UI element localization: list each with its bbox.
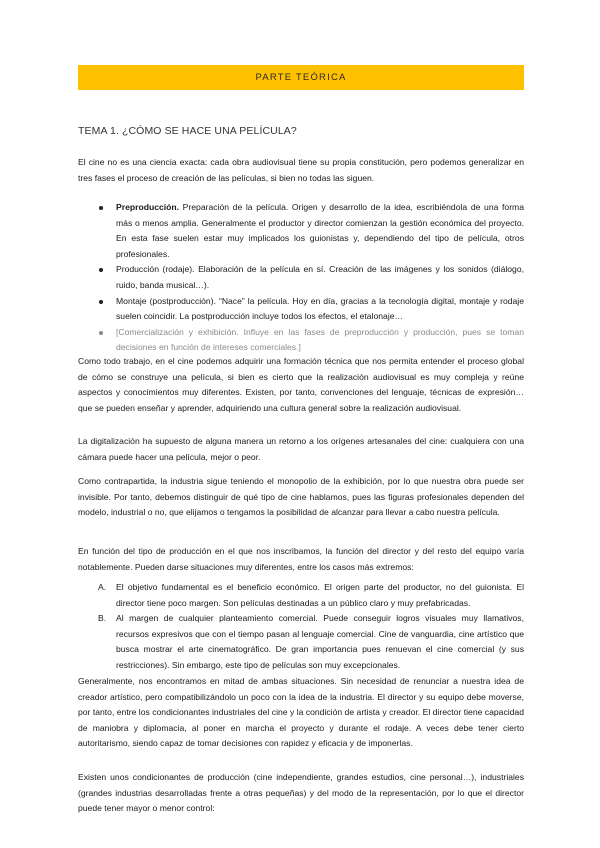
phase-text: Producción (rodaje). Elaboración de la película en sí. Creación de las imágenes y los sonidos (diálogo, ruido, banda musical…). [116, 264, 524, 290]
paragraph: Como todo trabajo, en el cine podemos adquirir una formación técnica que nos permita entender el proceso global de cómo se construye una película, si bien es cierto que la realización audiovisual es muy compleja y reúne aspectos y conocimientos muy diferentes. Existen, por tanto, convenciones del lenguaje, técnicas de expresión… que se pueden enseñar y aprender, adquiriendo una cultura general sobre la realización audiovisual. [78, 356, 524, 413]
phases-list [78, 200, 524, 356]
list-marker: B. [98, 613, 107, 624]
topic-heading: TEMA 1. ¿CÓMO SE HACE UNA PELÍCULA? [78, 125, 297, 137]
phase-term: Preproducción. [116, 202, 180, 212]
paragraph: La digitalización ha supuesto de alguna manera un retorno a los orígenes artesanales del cine: cualquiera con una cámara puede hacer una película, mejor o peor. [78, 436, 524, 462]
intro-paragraph: El cine no es una ciencia exacta: cada obra audiovisual tiene su propia constitución, pero podemos generalizar en tres fases el proceso de creación de las películas, si bien no todas las siguen. [78, 157, 524, 183]
case-text: El objetivo fundamental es el beneficio económico. El origen parte del productor, no del guionista. El director tiene poco margen. Son películas destinadas a un público claro y muy prefabricadas. [116, 582, 524, 608]
list-item [78, 294, 524, 325]
list-item [78, 580, 524, 611]
paragraph: Generalmente, nos encontramos en mitad de ambas situaciones. Sin necesidad de renunciar a nuestra idea de creador artístico, pero compatibilizándolo un poco con la idea de la industria. El director y su equipo debe moverse, por tanto, entre los condicionantes industriales del cine y la condición de artista y creador. El director tiene capacidad de maniobra y diplomacia, al poner en marcha el proyecto y durante el rodaje. A veces debe tener cierto autoritarismo, siendo capaz de tomar decisiones con rapidez y eficacia y de imponerlas. [78, 676, 524, 749]
list-item [78, 262, 524, 293]
case-text: Al margen de cualquier planteamiento comercial. Puede conseguir logros visuales muy llamativos, recursos expresivos que con el tiempo pasan al lenguaje comercial. Cine de vanguardia, cine artístico que busca mostrar el arte cinematográfico. De gran importancia pues renuevan el cine comercial (y sus restricciones). Sin embargo, este tipo de películas son muy excepcionales. [116, 613, 524, 670]
cases-list [78, 580, 524, 674]
paragraph: Existen unos condicionantes de producción (cine independiente, grandes estudios, cine personal…), industriales (grandes industrias desarrolladas frente a otras pequeñas) y del modo de la representación, por lo que el director puede tener mayor o menor control: [78, 772, 524, 814]
list-item [78, 611, 524, 673]
list-marker: A. [98, 582, 107, 592]
phase-text: Preparación de la película. Origen y desarrollo de la idea, escribiéndola de una forma más o menos amplia. Generalmente el productor y director comienzan la gestión económica del proyecto. En esta fase suelen estar muy implicados los guionistas y, dependiendo del tipo de película, otros profesionales. [116, 202, 524, 259]
paragraph: Como contrapartida, la industria sigue teniendo el monopolio de la exhibición, por lo que nuestra obra puede ser invisible. Por tanto, debemos distinguir de qué tipo de cine hablamos, pues las figuras profesionales dependen del modelo, industrial o no, que elijamos o tengamos la posibilidad de alcanzar para llevar a cabo nuestra película. [78, 476, 524, 518]
banner-title: PARTE TEÓRICA [255, 72, 347, 83]
phase-text: Montaje (postproducción). “Nace” la película. Hoy en día, gracias a la tecnología digital, montaje y rodaje suelen coincidir. La postproducción incluye todos los efectos, el etalonaje… [116, 295, 524, 322]
phase-text: [Comercialización y exhibición. Influye en las fases de preproducción y producción, pues se toman decisiones en función de intereses comerciales.] [116, 326, 524, 353]
section-banner [78, 65, 524, 90]
paragraph: En función del tipo de producción en el que nos inscribamos, la función del director y del resto del equipo varía notablemente. Pueden darse situaciones muy diferentes, entre los casos más extremos: [78, 546, 524, 572]
list-item [78, 325, 524, 356]
list-item [78, 200, 524, 262]
